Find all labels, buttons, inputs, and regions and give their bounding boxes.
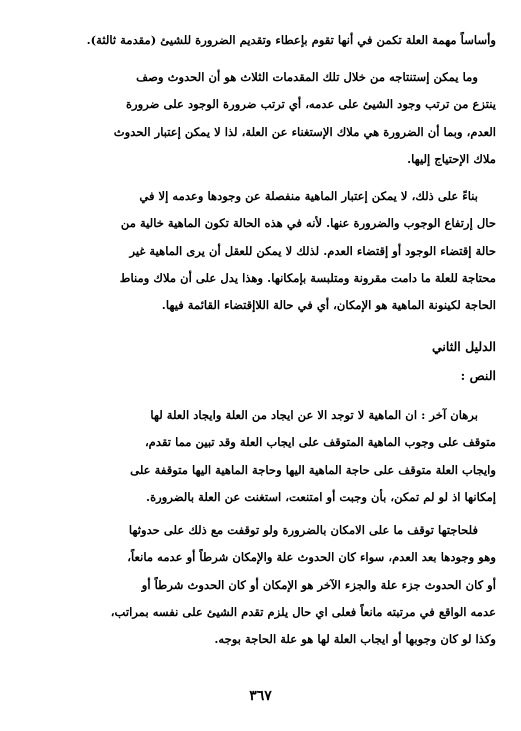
text-line: وأساساً مهمة العلة تكمن في أنها تقوم بإعطاء وتقديم الضرورة للشيئ (مقدمة ثالثة). — [86, 33, 496, 47]
text-line: برهان آخر : ان الماهية لا توجد الا عن ايجاد من العلة وايجاد العلة لها — [150, 408, 478, 422]
text-line: وكذا لو كان وجوبها أو ايجاب العلة لها هو علة الحاجة بوجه. — [214, 632, 496, 647]
text-line: بناءً على ذلك، لا يمكن إعتبار الماهية منفصلة عن وجودها وعدمه إلا في — [139, 189, 478, 203]
paragraph-1 — [26, 27, 496, 54]
text-line: متوقف على وجوب الماهية المتوقف على ايجاب العلة وقد تبين مما تقدم، — [144, 435, 496, 450]
paragraph-3 — [26, 183, 496, 319]
text-line: ينتزع من ترتب وجود الشيئ على عدمه، أي ترتب ضرورة الوجود على ضرورة — [125, 97, 496, 112]
paragraph-4 — [26, 402, 496, 511]
text-line: وهو وجودها بعد العدم، سواء كان الحدوث علة والإمكان شرطاً أو عدمه مانعاً، — [127, 550, 496, 565]
paragraph-2 — [26, 64, 496, 173]
text-line: حالة إقتضاء الوجود أو إقتضاء العدم. لذلك لا يمكن للعقل أن يرى الماهية غير — [129, 243, 496, 258]
text-line: العدم، وبما أن الضرورة هي ملاك الإستغناء عن العلة، لذا لا يمكن إعتبار الحدوث — [113, 124, 496, 139]
paragraph-5 — [26, 517, 496, 653]
text-line: إمكانها اذ لو لم تمكن، بأن وجبت أو امتنعت، استغنت عن العلة بالضرورة. — [146, 489, 496, 504]
subsection-heading: النص : — [460, 368, 496, 383]
text-line: ملاك الإحتياج إليها. — [407, 151, 496, 166]
text-line: فلحاجتها توقف ما على الامكان بالضرورة ولو توقفت مع ذلك على حدوثها — [128, 523, 478, 537]
text-line: الحاجة لكينونة الماهية هو الإمكان، أي في حالة اللاإقتضاء القائمة فيها. — [161, 298, 496, 313]
text-line: عدمه الواقع في مرتبته مانعاً فعلى اي حال يلزم تقدم الشيئ على نفسه بمراتب، — [110, 604, 496, 619]
section-heading: الدليل الثاني — [431, 339, 496, 354]
text-line: محتاجة للعلة ما دامت مقرونة ومتلبسة بإمكانها. وهذا يدل على أن ملاك ومناط — [119, 270, 496, 285]
text-line: حال إرتفاع الوجوب والضرورة عنها. لأنه في هذه الحالة تكون الماهية خالية من — [120, 216, 496, 231]
text-line: وما يمكن إستنتاجه من خلال تلك المقدمات الثلاث هو أن الحدوث وصف — [136, 70, 478, 84]
text-line: أو كان الحدوث جزء علة والجزء الآخر هو الإمكان أو كان الحدوث شرطاً أو — [141, 577, 496, 592]
page-number: ٣٦٧ — [249, 688, 272, 704]
text-line: وايجاب العلة متوقف على حاجة الماهية اليها وحاجة الماهية اليها متوقفة على — [130, 462, 496, 477]
